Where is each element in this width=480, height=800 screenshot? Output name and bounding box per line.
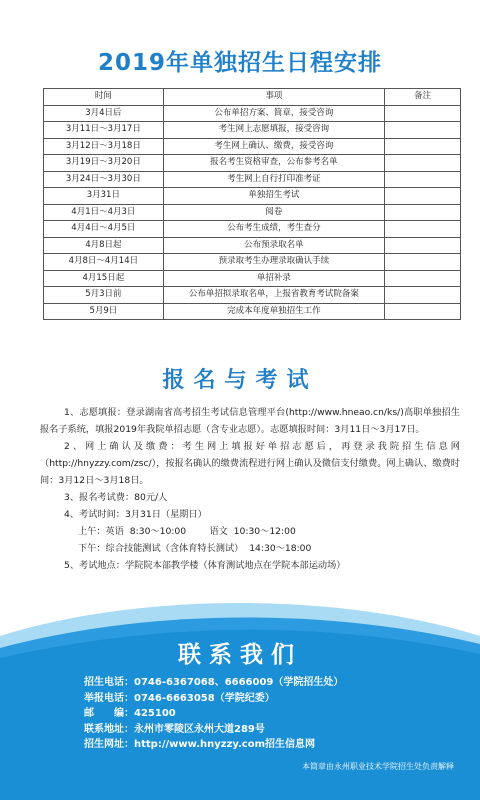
- item-volunteer-fill: 1、志愿填报：登录湖南省高考招生考试信息管理平台(http://www.hneao.cn/ks/)高职单独招生报名子系统，填报2019年我院单招志愿（含专业志愿）。志愿填报时间：3月11日～3月17日。: [40, 407, 460, 435]
- item-cell: 完成本年度单独招生工作: [163, 303, 384, 320]
- item-cell: 考生网上志愿填报，接受咨询: [163, 122, 384, 139]
- time-cell: 4月8日～4月14日: [44, 254, 164, 271]
- time-cell: 5月3日前: [44, 287, 164, 304]
- remark-cell: [385, 188, 461, 205]
- time-cell: 4月8日起: [44, 237, 164, 254]
- remark-cell: [385, 122, 461, 139]
- table-row: [44, 138, 461, 155]
- item-cell: 考生网上自行打印准考证: [163, 171, 384, 188]
- registration-body: [40, 404, 460, 574]
- time-cell: 3月31日: [44, 188, 164, 205]
- item-cell: 公布单招方案、简章，接受咨询: [163, 105, 384, 122]
- table-row: [44, 303, 461, 320]
- contact-info: [84, 675, 343, 753]
- time-cell: 3月4日后: [44, 105, 164, 122]
- remark-cell: [385, 303, 461, 320]
- table-row: [44, 237, 461, 254]
- time-cell: 3月24日～3月30日: [44, 171, 164, 188]
- item-exam-time: 4、考试时间：3月31日（星期日）: [64, 509, 207, 520]
- contact-report-phone: 举报电话：0746-6663058（学院纪委）: [84, 692, 275, 704]
- exam-afternoon: 下午：综合技能测试（含体育特长测试） 14:30～18:00: [78, 543, 312, 554]
- section-title-registration: 报名与考试: [162, 368, 318, 393]
- time-cell: 4月4日～4月5日: [44, 221, 164, 238]
- time-cell: 3月19日～3月20日: [44, 155, 164, 172]
- time-cell: 3月11日～3月17日: [44, 122, 164, 139]
- item-cell: 单独招生考试: [163, 188, 384, 205]
- item-cell: 报名考生资格审查，公布参考名单: [163, 155, 384, 172]
- remark-cell: [385, 237, 461, 254]
- table-row: [44, 287, 461, 304]
- contact-postcode: 邮 编：425100: [84, 708, 176, 719]
- item-cell: 阅卷: [163, 204, 384, 221]
- page-title: 2019年单独招生日程安排: [97, 50, 382, 76]
- item-fee: 3、报名考试费：80元/人: [64, 492, 168, 503]
- table-row: [44, 122, 461, 139]
- time-cell: 4月1日～4月3日: [44, 204, 164, 221]
- item-cell: 公布考生成绩，考生查分: [163, 221, 384, 238]
- remark-cell: [385, 287, 461, 304]
- table-row: [44, 105, 461, 122]
- exam-morning: 上午：英语 8:30～10:00 语文 10:30～12:00: [78, 526, 296, 537]
- remark-cell: [385, 138, 461, 155]
- header-remark: 备注: [385, 89, 461, 106]
- table-row: [44, 254, 461, 271]
- table-row: [44, 204, 461, 221]
- item-online-confirm: 2、网上确认及缴费：考生网上填报好单招志愿后，再登录我院招生信息网（http://hnyzzy.com/zsc/），按报名确认的缴费流程进行网上确认及微信支付缴费。网上确认、缴费时间：3月12日～3月18日。: [40, 441, 460, 486]
- remark-cell: [385, 204, 461, 221]
- schedule-table: [43, 88, 461, 320]
- item-cell: 公布预录取名单: [163, 237, 384, 254]
- time-cell: 5月9日: [44, 303, 164, 320]
- disclaimer: 本简章由永州职业技术学院招生处负责解释: [302, 762, 454, 771]
- item-cell: 单招补录: [163, 270, 384, 287]
- remark-cell: [385, 254, 461, 271]
- remark-cell: [385, 221, 461, 238]
- table-row: [44, 221, 461, 238]
- contact-title: 联系我们: [178, 642, 302, 668]
- contact-phone: 招生电话：0746-6367068、6666009（学院招生处）: [84, 677, 344, 688]
- time-cell: 3月12日～3月18日: [44, 138, 164, 155]
- time-cell: 4月15日起: [44, 270, 164, 287]
- remark-cell: [385, 105, 461, 122]
- item-cell: 预录取考生办理录取确认手续: [163, 254, 384, 271]
- table-row: [44, 270, 461, 287]
- header-item: 事项: [163, 89, 384, 106]
- item-cell: 考生网上确认、缴费，接受咨询: [163, 138, 384, 155]
- header-time: 时间: [44, 89, 164, 106]
- contact-website[interactable]: 招生网址：http://www.hnyzzy.com招生信息网: [84, 739, 316, 750]
- table-row: [44, 155, 461, 172]
- table-row: [44, 188, 461, 205]
- remark-cell: [385, 171, 461, 188]
- table-header-row: [44, 89, 461, 106]
- table-row: [44, 171, 461, 188]
- remark-cell: [385, 270, 461, 287]
- contact-address: 联系地址：永州市零陵区永州大道289号: [84, 723, 265, 735]
- item-cell: 公布单招拟录取名单，上报省教育考试院备案: [163, 287, 384, 304]
- remark-cell: [385, 155, 461, 172]
- item-exam-location: 5、考试地点：学院院本部教学楼（体育测试地点在学院本部运动场）: [64, 560, 346, 571]
